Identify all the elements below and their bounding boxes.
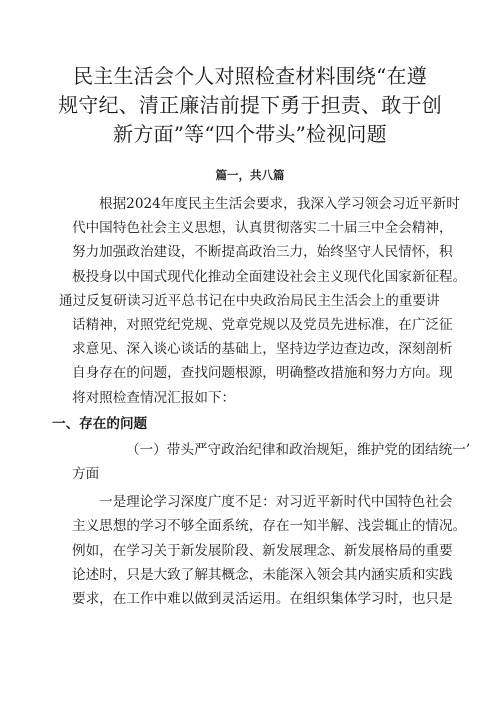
document-title — [40, 62, 460, 149]
para-line: 要求，在工作中难以做到灵活运用。在组织集体学习时，也只是 — [72, 591, 453, 607]
para-line: 论述时，只是大致了解其概念，未能深入领会其内涵实质和实践 — [72, 566, 453, 583]
intro-line: 求意见、深入谈心谈话的基础上，坚持边学边查边改，深刻剖析 — [72, 341, 453, 358]
document-subtitle: 篇一，共八篇 — [215, 168, 285, 182]
intro-line: 将对照检查情况汇报如下： — [72, 389, 236, 406]
title-line-2: 规守纪、清正廉洁前提下勇于担责、敢于创 — [58, 93, 442, 117]
intro-line: 努力加强政治建设，不断提高政治三力，始终坚守人民情怀，积 — [72, 244, 453, 261]
intro-line: 代中国特色社会主义思想，认真贯彻落实二十届三中全会精神， — [72, 220, 453, 237]
intro-line: 极投身以中国式现代化推动全面建设社会主义现代化国家新征程。 — [72, 268, 467, 285]
para-line: 例如，在学习关于新发展阶段、新发展理念、新发展格局的重要 — [72, 542, 453, 559]
subsection-line: （一）带头严守政治纪律和政治规矩，维护党的团结统一’ — [126, 441, 471, 458]
section-heading: 一、存在的问题 — [52, 415, 148, 432]
para-line: 一是理论学习深度广度不足：对习近平新时代中国特色社会 — [99, 494, 453, 511]
intro-line: 通过反复研读习近平总书记在中央政治局民主生活会上的重要讲 — [59, 292, 440, 309]
title-line-1: 民主生活会个人对照检查材料围绕“在遵 — [73, 64, 427, 88]
intro-line: 根据2024年度民主生活会要求，我深入学习领会习近平新时 — [99, 196, 460, 212]
document-body — [52, 192, 471, 611]
title-line-3: 新方面”等“四个带头”检视问题 — [113, 122, 387, 146]
para-line: 主义思想的学习不够全面系统，存在一知半解、浅尝辄止的情况。 — [72, 518, 467, 535]
subsection-line: 方面 — [72, 466, 100, 483]
intro-line: 自身存在的问题，查找问题根源，明确整改措施和努力方向。现 — [72, 365, 453, 382]
intro-line: 话精神，对照党纪党规、党章党规以及党员先进标准，在广泛征 — [72, 316, 453, 333]
